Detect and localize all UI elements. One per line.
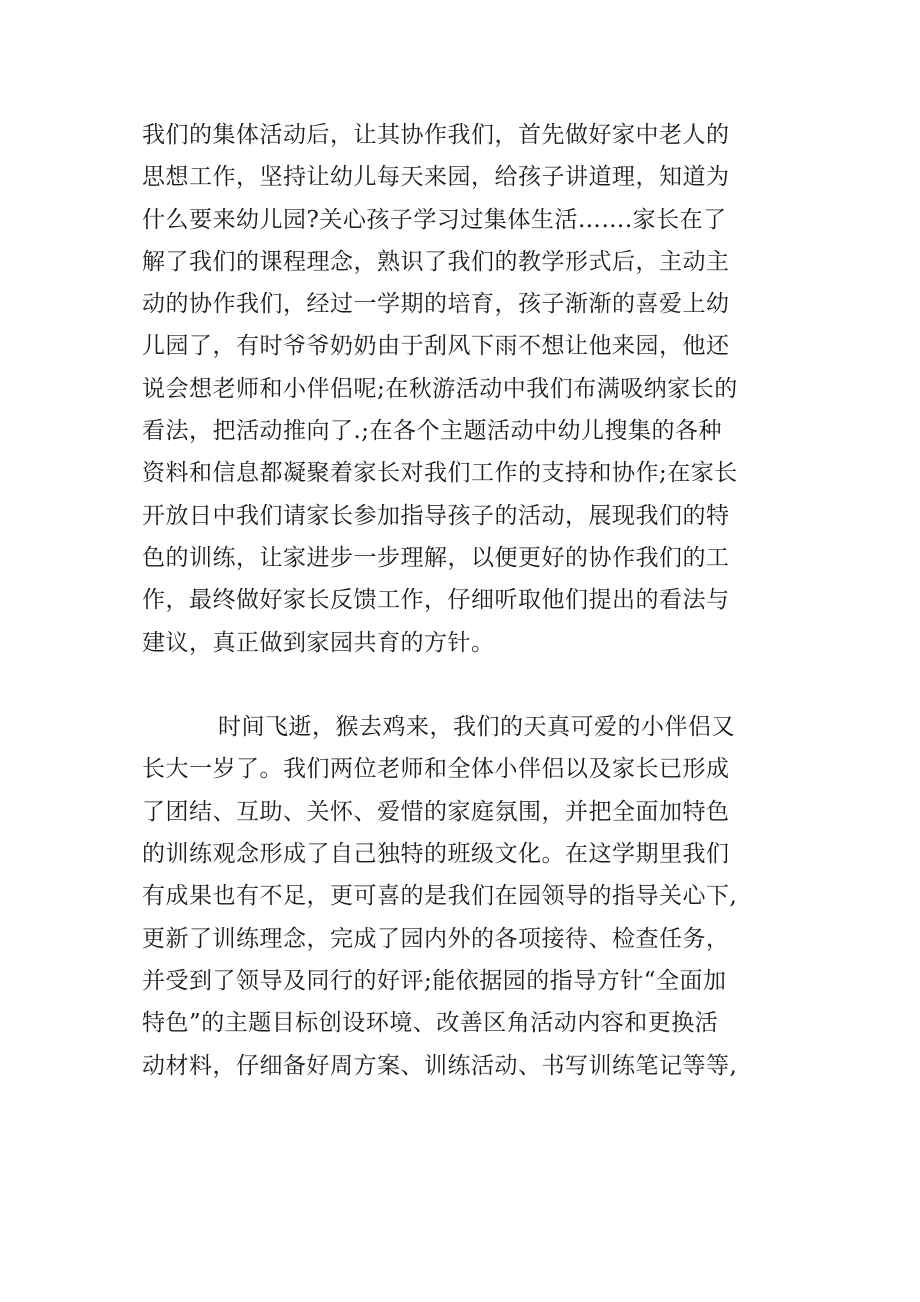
paragraph-1-line: 说会想老师和小伴侣呢;在秋游活动中我们布满吸纳家长的 (142, 375, 738, 402)
paragraph-2-line: 了团结、互助、关怀、爱惜的家庭氛围，并把全面加特色 (142, 798, 730, 825)
paragraph-1-line: 动的协作我们，经过一学期的培育，孩子渐渐的喜爱上幼 (142, 291, 730, 318)
paragraph-1-line: 作，最终做好家长反馈工作，仔细听取他们提出的看法与 (142, 587, 730, 614)
paragraph-1-line: 建议，真正做到家园共育的方针。 (142, 629, 495, 656)
paragraph-2-line: 动材料，仔细备好周方案、训练活动、书写训练笔记等等, (142, 1052, 738, 1079)
paragraph-2 (142, 706, 782, 1087)
document-body (142, 114, 782, 1087)
paragraph-2-line: 的训练观念形成了自己独特的班级文化。在这学期里我们 (142, 841, 730, 868)
paragraph-2-line: 时间飞逝，猴去鸡来，我们的天真可爱的小伴侣又 (218, 714, 735, 741)
paragraph-1-line: 思想工作，坚持让幼儿每天来园，给孩子讲道理，知道为 (142, 164, 730, 191)
paragraph-2-line: 长大一岁了。我们两位老师和全体小伴侣以及家长已形成 (142, 756, 730, 783)
paragraph-1-line: 看法，把活动推向了.;在各个主题活动中幼儿搜集的各种 (142, 418, 723, 445)
paragraph-2-line: 并受到了领导及同行的好评;能依据园的指导方针“全面加 (142, 967, 727, 994)
paragraph-spacer (142, 664, 782, 706)
paragraph-1 (142, 114, 782, 664)
paragraph-2-line: 特色”的主题目标创设环境、改善区角活动内容和更换活 (142, 1010, 719, 1037)
paragraph-1-line: 什么要来幼儿园?关心孩子学习过集体生活…….家长在了 (142, 206, 727, 233)
paragraph-2-line: 更新了训练理念，完成了园内外的各项接待、检查任务， (142, 925, 730, 952)
paragraph-1-line: 开放日中我们请家长参加指导孩子的活动，展现我们的特 (142, 502, 730, 529)
paragraph-1-line: 资料和信息都凝聚着家长对我们工作的支持和协作;在家长 (142, 460, 738, 487)
paragraph-1-line: 色的训练，让家进步一步理解，以便更好的协作我们的工 (142, 544, 730, 571)
paragraph-1-line: 解了我们的课程理念，熟识了我们的教学形式后，主动主 (142, 248, 730, 275)
paragraph-2-line: 有成果也有不足，更可喜的是我们在园领导的指导关心下, (142, 883, 738, 910)
paragraph-1-line: 我们的集体活动后，让其协作我们，首先做好家中老人的 (142, 122, 730, 148)
paragraph-1-line: 儿园了，有时爷爷奶奶由于刮风下雨不想让他来园，他还 (142, 333, 730, 360)
